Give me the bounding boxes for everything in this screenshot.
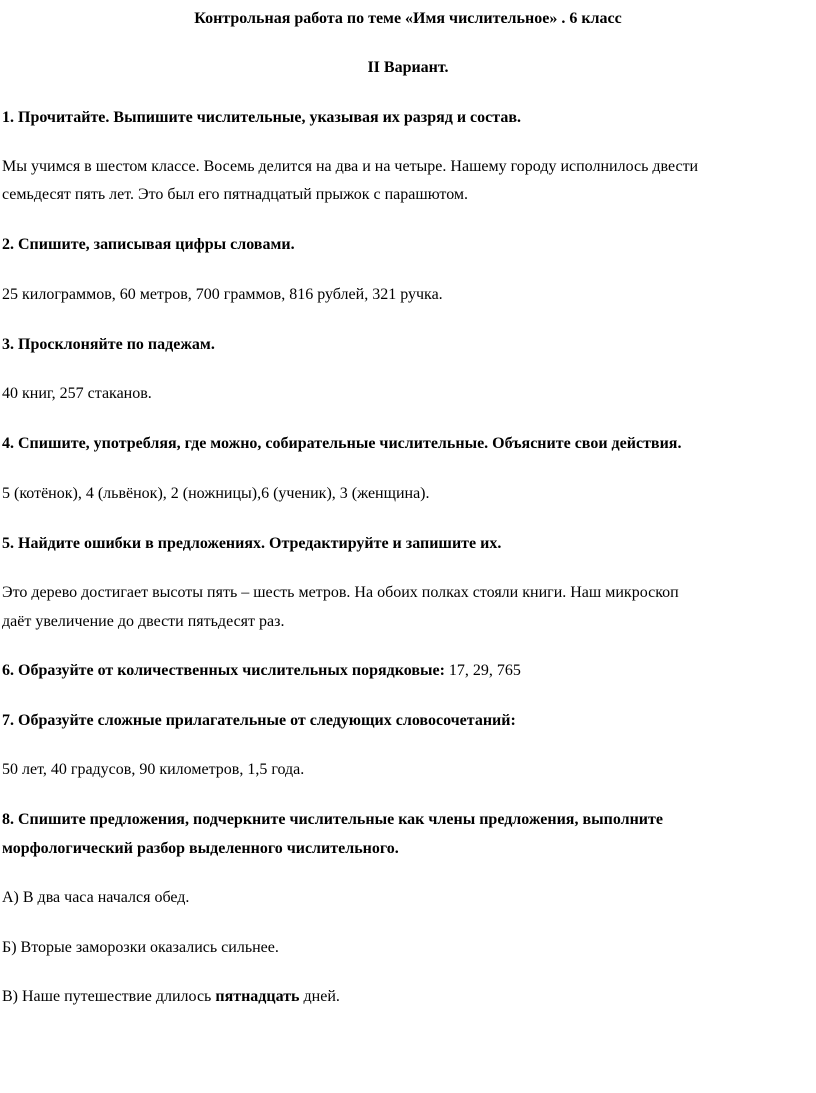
task-1-text-line-2: семьдесят пять лет. Это был его пятнадцатый прыжок с парашютом.	[2, 186, 469, 203]
task-5-heading: 5. Найдите ошибки в предложениях. Отредактируйте и запишите их.	[2, 535, 502, 552]
task-8-sentence-a: А) В два часа начался обед.	[2, 889, 190, 906]
task-7-heading: 7. Образуйте сложные прилагательные от следующих словосочетаний:	[2, 712, 516, 729]
task-4-text: 5 (котёнок), 4 (львёнок), 2 (ножницы),6 (ученик), 3 (женщина).	[2, 485, 430, 502]
page-title: Контрольная работа по теме «Имя числительное» . 6 класс	[194, 10, 622, 27]
task-1-heading: 1. Прочитайте. Выпишите числительные, указывая их разряд и состав.	[2, 109, 521, 126]
highlighted-numeral: пятнадцать	[215, 988, 300, 1005]
task-3-heading: 3. Просклоняйте по падежам.	[2, 336, 215, 353]
task-8-heading-line-2: морфологический разбор выделенного числительного.	[2, 840, 399, 857]
task-2-heading: 2. Спишите, записывая цифры словами.	[2, 236, 295, 253]
task-6-numbers: 17, 29, 765	[444, 662, 521, 679]
task-5-text-line-2: даёт увеличение до двести пятьдесят раз.	[2, 613, 285, 630]
task-6-line	[2, 661, 521, 681]
task-6-heading: 6. Образуйте от количественных числительных порядковые:	[2, 662, 445, 679]
task-8-heading-line-1: 8. Спишите предложения, подчеркните числительные как члены предложения, выполните	[2, 811, 663, 828]
sentence-c-end: дней.	[299, 988, 340, 1005]
task-1-text-line-1: Мы учимся в шестом классе. Восемь делится на два и на четыре. Нашему городу исполнилось двести	[2, 158, 699, 175]
task-8-sentence-c	[2, 987, 340, 1007]
task-3-text: 40 книг, 257 стаканов.	[2, 385, 152, 402]
sentence-c-start: В) Наше путешествие длилось	[2, 988, 216, 1005]
task-7-text: 50 лет, 40 градусов, 90 километров, 1,5 года.	[2, 761, 305, 778]
task-8-sentence-b: Б) Вторые заморозки оказались сильнее.	[2, 939, 279, 956]
variant-heading: II Вариант.	[367, 59, 449, 76]
task-5-text-line-1: Это дерево достигает высоты пять – шесть метров. На обоих полках стояли книги. Наш микроскоп	[2, 584, 679, 601]
task-2-text: 25 килограммов, 60 метров, 700 граммов, 816 рублей, 321 ручка.	[2, 286, 443, 303]
task-4-heading: 4. Спишите, употребляя, где можно, собирательные числительные. Объясните свои действия.	[2, 435, 682, 452]
